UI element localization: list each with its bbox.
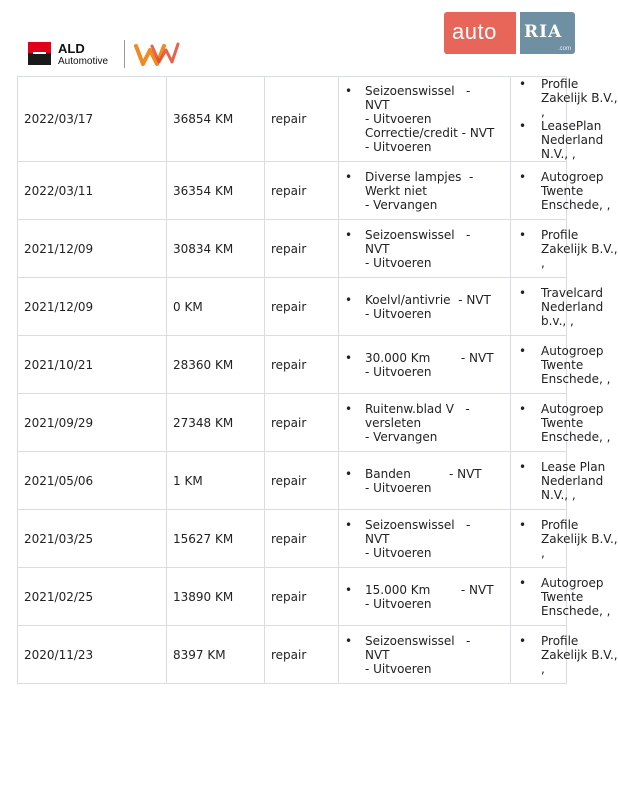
dealer-line: , <box>541 255 545 270</box>
description-line: - Uitvoeren <box>365 545 432 560</box>
dealer-line: Profile <box>541 633 579 648</box>
table-row <box>18 510 567 568</box>
bullet-icon: • <box>519 285 527 300</box>
dealer-line: Autogroep <box>541 169 604 184</box>
description-line: NVT <box>365 531 390 546</box>
dealer-line: Enschede, , <box>541 429 611 444</box>
dealer-item <box>517 343 611 386</box>
table-row <box>18 626 567 684</box>
description-line: NVT <box>365 98 390 112</box>
service-type: repair <box>265 510 339 568</box>
description-line: NVT <box>365 241 390 256</box>
bullet-icon: • <box>519 119 527 133</box>
description-line: • 30.000 Km - NVT <box>345 351 504 365</box>
dealer-line: Lease Plan <box>541 459 606 474</box>
service-description <box>339 626 511 684</box>
ald-mark-icon <box>28 42 51 65</box>
bullet-icon: • <box>519 459 527 474</box>
bullet-icon: • <box>519 401 527 416</box>
dealer-line: Twente <box>541 183 584 198</box>
dealer-item <box>517 517 618 560</box>
dealer-line: Travelcard <box>541 285 603 300</box>
odometer-km: 13890 KM <box>167 568 265 626</box>
description-line: Werkt niet <box>365 183 427 198</box>
service-type: repair <box>265 626 339 684</box>
service-type: repair <box>265 162 339 220</box>
bullet-icon: • <box>519 517 527 532</box>
service-type: repair <box>265 568 339 626</box>
description-line: - Uitvoeren <box>365 480 432 495</box>
odometer-km: 8397 KM <box>167 626 265 684</box>
service-dealer <box>511 278 604 336</box>
service-description <box>339 162 511 220</box>
bullet-icon: • <box>519 227 527 242</box>
table-row <box>18 278 567 336</box>
odometer-km: 36354 KM <box>167 162 265 220</box>
dealer-line: Zakelijk B.V., <box>541 531 618 546</box>
w-brand-logo-icon <box>134 40 180 68</box>
autoria-ria-text: RIA <box>524 22 563 42</box>
autoria-auto-text: auto <box>452 19 497 44</box>
service-date: 2021/03/25 <box>18 510 167 568</box>
dealer-line: Enschede, , <box>541 603 611 618</box>
dealer-item <box>517 285 604 328</box>
dealer-line: Profile <box>541 77 579 91</box>
table-row <box>18 162 567 220</box>
dealer-line: Enschede, , <box>541 197 611 212</box>
dealer-item <box>517 575 611 618</box>
service-dealer <box>511 452 606 510</box>
table-row <box>18 220 567 278</box>
service-dealer <box>511 568 611 626</box>
ald-logo-sub: Automotive <box>58 56 109 67</box>
service-dealer <box>511 394 611 452</box>
service-description <box>339 77 511 162</box>
description-line: • Ruitenw.blad V - <box>345 402 504 416</box>
service-description <box>339 510 511 568</box>
service-type: repair <box>265 336 339 394</box>
dealer-line: Autogroep <box>541 575 604 590</box>
service-type: repair <box>265 278 339 336</box>
description-line: - Uitvoeren <box>365 112 432 126</box>
page-header <box>0 0 588 76</box>
service-dealer <box>511 336 611 394</box>
description-line: - Vervangen <box>365 429 438 444</box>
table-row <box>18 77 567 162</box>
service-date: 2021/12/09 <box>18 278 167 336</box>
description-line: • Koelvl/antivrie - NVT <box>345 293 504 307</box>
service-date: 2020/11/23 <box>18 626 167 684</box>
dealer-line: Enschede, , <box>541 371 611 386</box>
description-line: - Uitvoeren <box>365 364 432 379</box>
service-dealer <box>511 510 618 568</box>
odometer-km: 1 KM <box>167 452 265 510</box>
odometer-km: 27348 KM <box>167 394 265 452</box>
ald-logo-name: ALD <box>58 41 85 56</box>
odometer-km: 0 KM <box>167 278 265 336</box>
description-line: NVT <box>365 647 390 662</box>
odometer-km: 36854 KM <box>167 77 265 162</box>
table-row <box>18 394 567 452</box>
service-description <box>339 336 511 394</box>
service-description <box>339 394 511 452</box>
description-line: versleten <box>365 415 422 430</box>
dealer-line: Twente <box>541 357 584 372</box>
service-date: 2022/03/11 <box>18 162 167 220</box>
description-line: • 15.000 Km - NVT <box>345 583 504 597</box>
dealer-line: Profile <box>541 517 579 532</box>
autoria-com-text: .com <box>557 46 571 52</box>
service-date: 2021/05/06 <box>18 452 167 510</box>
bullet-icon: • <box>519 77 527 91</box>
service-date: 2021/09/29 <box>18 394 167 452</box>
description-line: - Uitvoeren <box>365 306 432 321</box>
service-type: repair <box>265 394 339 452</box>
service-date: 2021/02/25 <box>18 568 167 626</box>
service-date: 2022/03/17 <box>18 77 167 162</box>
table-row <box>18 336 567 394</box>
service-type: repair <box>265 452 339 510</box>
service-dealer <box>511 77 618 162</box>
dealer-line: Zakelijk B.V., <box>541 241 618 256</box>
dealer-item <box>517 77 618 119</box>
description-line: • Seizoenswissel - <box>345 634 504 648</box>
description-line: • Seizoenswissel - <box>345 228 504 242</box>
dealer-line: LeasePlan <box>541 119 602 133</box>
table-row <box>18 452 567 510</box>
odometer-km: 28360 KM <box>167 336 265 394</box>
bullet-icon: • <box>519 169 527 184</box>
dealer-item <box>517 169 611 212</box>
dealer-line: Nederland <box>541 473 604 488</box>
dealer-item <box>517 119 604 161</box>
dealer-line: Twente <box>541 589 584 604</box>
odometer-km: 15627 KM <box>167 510 265 568</box>
dealer-line: Profile <box>541 227 579 242</box>
dealer-line: Autogroep <box>541 343 604 358</box>
dealer-item <box>517 633 618 676</box>
service-date: 2021/12/09 <box>18 220 167 278</box>
service-history-table <box>17 76 618 684</box>
dealer-line: , <box>541 105 545 119</box>
service-description <box>339 220 511 278</box>
description-line: • Diverse lampjes - <box>345 170 504 184</box>
dealer-line: N.V., , <box>541 147 576 161</box>
dealer-line: , <box>541 545 545 560</box>
bullet-icon: • <box>519 575 527 590</box>
dealer-item <box>517 401 611 444</box>
service-type: repair <box>265 77 339 162</box>
bullet-icon: • <box>519 343 527 358</box>
description-line: • Seizoenswissel - <box>345 84 504 98</box>
description-line: - Uitvoeren <box>365 255 432 270</box>
service-dealer <box>511 626 618 684</box>
description-line: - Uitvoeren <box>365 596 432 611</box>
dealer-line: , <box>541 661 545 676</box>
dealer-line: Twente <box>541 415 584 430</box>
service-dealer <box>511 220 618 278</box>
dealer-line: Zakelijk B.V., <box>541 91 618 105</box>
description-line: - Uitvoeren <box>365 661 432 676</box>
description-line: - Uitvoeren <box>365 140 432 154</box>
dealer-line: Nederland <box>541 133 604 147</box>
dealer-line: Zakelijk B.V., <box>541 647 618 662</box>
odometer-km: 30834 KM <box>167 220 265 278</box>
service-date: 2021/10/21 <box>18 336 167 394</box>
description-line: - Vervangen <box>365 197 438 212</box>
dealer-item <box>517 227 618 270</box>
service-dealer <box>511 162 611 220</box>
logo-divider <box>124 40 125 68</box>
service-description <box>339 452 511 510</box>
table-row <box>18 568 567 626</box>
description-line: • Seizoenswissel - <box>345 518 504 532</box>
dealer-line: b.v., , <box>541 313 574 328</box>
dealer-line: N.V., , <box>541 487 576 502</box>
service-description <box>339 568 511 626</box>
bullet-icon: • <box>519 633 527 648</box>
dealer-item <box>517 459 606 502</box>
dealer-line: Nederland <box>541 299 604 314</box>
description-line: • Banden - NVT <box>345 467 504 481</box>
description-line: Correctie/credit - NVT <box>365 126 495 140</box>
autoria-watermark-logo <box>444 12 575 54</box>
dealer-line: Autogroep <box>541 401 604 416</box>
service-description <box>339 278 511 336</box>
service-type: repair <box>265 220 339 278</box>
